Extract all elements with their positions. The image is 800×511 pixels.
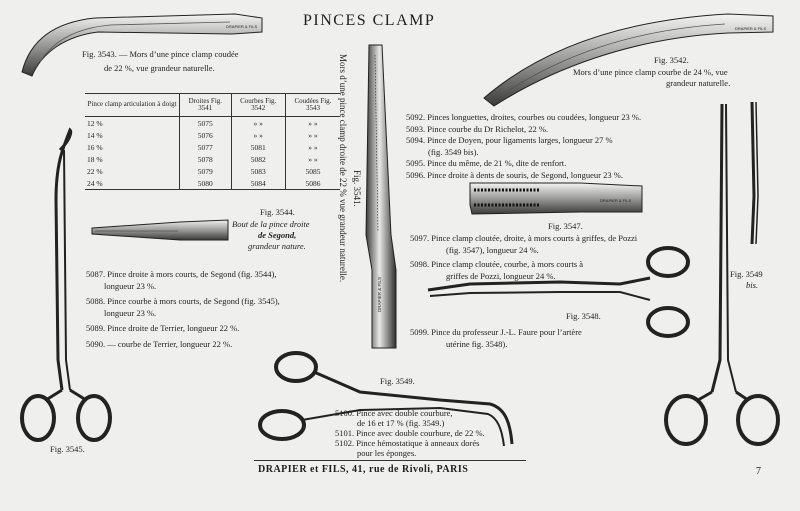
table-cell: 5079	[180, 165, 232, 177]
table-row	[85, 141, 340, 153]
table-cell: 5084	[231, 177, 285, 190]
table-cell: » »	[285, 129, 340, 141]
fig3548-label: Fig. 3548.	[566, 311, 601, 321]
table-row	[85, 117, 340, 130]
page-number: 7	[756, 466, 761, 477]
fig3549bis-label: Fig. 3549	[730, 269, 763, 279]
fig3547-label: Fig. 3547.	[548, 221, 583, 231]
clamp-price-table	[85, 93, 340, 190]
table-row	[85, 165, 340, 177]
ref-line: 5099. Pince du professeur J.-L. Faure pour l’artère	[410, 327, 582, 337]
ref-line: 5092. Pinces longuettes, droites, courbes ou coudées, longueur 23 %.	[406, 112, 642, 122]
fig3549bis-suffix: bis.	[746, 280, 759, 290]
table-cell: 5085	[285, 165, 340, 177]
refs-right	[406, 112, 641, 181]
ref-line: 5087. Pince droite à mors courts, de Segond (fig. 3544),	[86, 269, 277, 279]
refs-bottom	[335, 408, 485, 458]
table-row	[85, 129, 340, 141]
table-header-row	[85, 94, 340, 117]
ref-line: 5098. Pince clamp cloutée, courbe, à mors courts à	[410, 259, 584, 269]
table-cell: » »	[285, 117, 340, 130]
table-cell: 5082	[231, 153, 285, 165]
ref-line: 5090. — courbe de Terrier, longueur 22 %.	[86, 338, 233, 349]
fig3544-caption-line1: Bout de la pince droite	[232, 219, 310, 229]
fig3547-jaw-drawing	[470, 183, 642, 214]
svg-text:DRAPIER & FILS: DRAPIER & FILS	[735, 26, 767, 31]
maker-stamp: DRAPIER & FILS	[226, 24, 258, 29]
svg-text:DRAPIER & FILS: DRAPIER & FILS	[377, 276, 382, 312]
ref-line: 5101. Pince avec double courbure, de 22 %.	[335, 428, 485, 438]
table-cell: 5078	[180, 153, 232, 165]
table-header-cell: Pince clamp articulation à doigt	[85, 94, 180, 117]
ref-line: de 16 et 17 % (fig. 3549.)	[357, 418, 445, 428]
table-cell: 5075	[180, 117, 232, 130]
footer-rule	[254, 460, 526, 461]
table-cell: » »	[285, 141, 340, 153]
svg-text:DRAPIER & FILS: DRAPIER & FILS	[600, 198, 632, 203]
table-cell: 5083	[231, 165, 285, 177]
table-cell: 5077	[180, 141, 232, 153]
ref-line: longueur 23 %.	[104, 307, 157, 318]
ref-line: (fig. 3549 bis).	[428, 146, 479, 157]
page-title: PINCES CLAMP	[303, 12, 436, 29]
table-header-cell: Courbes Fig. 3542	[231, 94, 285, 117]
ref-line: (fig. 3547), longueur 24 %.	[446, 244, 539, 255]
fig3549-label: Fig. 3549.	[380, 376, 415, 386]
table-cell: » »	[231, 129, 285, 141]
ref-line: 5088. Pince courbe à mors courts, de Segond (fig. 3545),	[86, 296, 280, 306]
fig3543-caption-line2: de 22 %, vue grandeur naturelle.	[104, 63, 215, 73]
fig3544-caption-line2: de Segond,	[258, 230, 297, 240]
table-cell: 16 %	[87, 142, 103, 152]
ref-line: 5094. Pince de Doyen, pour ligaments larges, longueur 27 %	[406, 135, 613, 145]
table-cell: 24 %	[87, 178, 103, 188]
ref-line: pour les éponges.	[357, 448, 417, 458]
ref-line: 5097. Pince clamp cloutée, droite, à mors courts à griffes, de Pozzi	[410, 233, 638, 243]
fig3542-label: Fig. 3542.	[654, 55, 689, 65]
table-cell: » »	[231, 117, 285, 130]
fig3544-label: Fig. 3544.	[260, 207, 295, 217]
ref-line: utérine fig. 3548).	[446, 338, 508, 349]
fig3541-vertical-caption: Mors d’une pince clamp droite de 22 % vue grandeur naturelle.	[338, 54, 348, 283]
table-header-cell: Droites Fig. 3541	[180, 94, 232, 117]
table-cell: » »	[285, 153, 340, 165]
ref-line: 5095. Pince du même, de 21 %, dite de renfort.	[406, 158, 567, 168]
table-cell: 5081	[231, 141, 285, 153]
footer-address: DRAPIER et FILS, 41, rue de Rivoli, PARIS	[258, 464, 469, 475]
table-cell: 5080	[180, 177, 232, 190]
fig3544-caption-line3: grandeur nature.	[248, 241, 306, 251]
ref-line: 5102. Pince hémostatique à anneaux dorés	[335, 438, 480, 448]
refs-right-2	[410, 233, 637, 282]
table-cell: 5076	[180, 129, 232, 141]
ref-line: 5093. Pince courbe du Dr Richelot, 22 %.	[406, 123, 549, 134]
fig3541-label: Fig. 3541.	[352, 170, 362, 207]
fig3541-jaw-drawing	[366, 45, 396, 348]
table-cell: 18 %	[87, 154, 103, 164]
ref-line: 5089. Pince droite de Terrier, longueur 22 %.	[86, 323, 240, 333]
ref-line: griffes de Pozzi, longueur 24 %.	[446, 270, 556, 281]
refs-left	[86, 269, 280, 350]
ref-line: longueur 23 %.	[104, 280, 157, 291]
table-cell: 12 %	[87, 118, 103, 128]
fig3542-caption-line1: Mors d’une pince clamp courbe de 24 %, vue	[573, 67, 728, 77]
table-header-cell: Coudées Fig. 3543	[285, 94, 340, 117]
table-cell: 14 %	[87, 130, 103, 140]
fig3542-jaw-drawing	[484, 14, 773, 106]
fig3543-caption-line1: Fig. 3543. — Mors d’une pince clamp coudée	[82, 49, 239, 59]
fig3542-caption-line2: grandeur naturelle.	[666, 78, 731, 88]
table-row	[85, 177, 340, 190]
refs-right-3	[410, 327, 582, 350]
fig3544-tip-drawing	[92, 220, 228, 240]
ref-line: 5100. Pince avec double courbure,	[335, 408, 453, 418]
table-row	[85, 153, 340, 165]
table-cell: 5086	[285, 177, 340, 190]
ref-line: 5096. Pince droite à dents de souris, de Segond, longueur 23 %.	[406, 169, 623, 180]
fig3545-label: Fig. 3545.	[50, 444, 85, 454]
table-cell: 22 %	[87, 166, 103, 176]
